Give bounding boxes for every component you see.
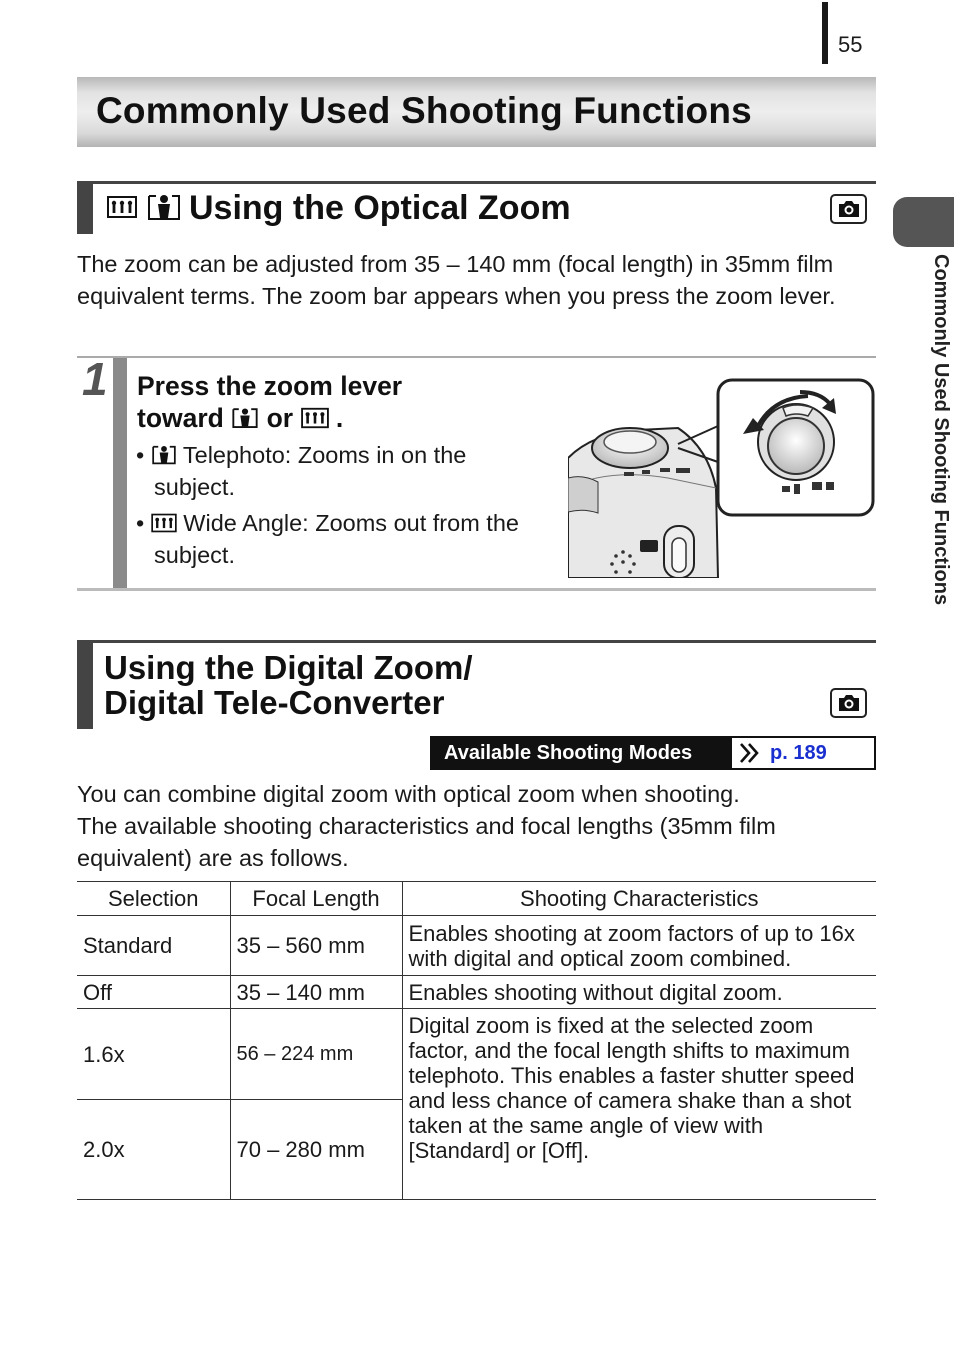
table-cell-selection: 2.0x — [77, 1100, 230, 1200]
digital-intro-line1: You can combine digital zoom with optical zoom when shooting. — [77, 781, 740, 807]
table-header-row — [77, 882, 876, 916]
bullet-dot: • — [136, 510, 145, 536]
available-shooting-modes-box — [430, 736, 876, 770]
table-header-focal-length: Focal Length — [230, 882, 402, 916]
step-box-top-rule — [77, 356, 876, 358]
section-bar — [77, 643, 93, 729]
optical-zoom-heading: Using the Optical Zoom — [189, 189, 571, 227]
table-row — [77, 976, 876, 1009]
digital-zoom-table — [77, 881, 876, 1200]
table-row — [77, 916, 876, 976]
step-title — [137, 370, 557, 434]
table-cell-characteristics: Digital zoom is fixed at the selected zoom factor, and the focal length shifts to maximum telephoto. This enables a faster shutter speed and less chance of camera shake than a shot taken at the same angle of view with [Standard] or [Off]. — [402, 1009, 876, 1200]
available-shooting-modes-label: Available Shooting Modes — [432, 738, 732, 768]
section-bar — [77, 184, 93, 234]
camera-mode-icon — [830, 194, 867, 224]
page-reference-link[interactable]: p. 189 — [770, 742, 827, 764]
page-number: 55 — [838, 32, 863, 57]
table-row — [77, 1009, 876, 1100]
digital-zoom-heading-line1: Using the Digital Zoom/ — [104, 649, 473, 686]
step-box-bottom-rule — [77, 588, 876, 591]
camera-zoom-lever-illustration — [568, 378, 876, 578]
step-title-toward: toward — [137, 403, 224, 433]
digital-zoom-heading — [104, 650, 473, 720]
digital-intro-line2: The available shooting characteristics and focal lengths (35mm film — [77, 813, 776, 839]
bullet-telephoto — [136, 439, 566, 503]
camera-mode-icon — [830, 688, 867, 718]
bullet-dot: • — [136, 442, 145, 468]
telephoto-icon — [146, 190, 182, 224]
bullet-text-cont: subject. — [154, 474, 235, 500]
bullet-text: Telephoto: Zooms in on the — [182, 442, 467, 468]
bullet-wide-angle — [136, 507, 566, 571]
digital-zoom-intro — [77, 778, 877, 874]
digital-zoom-section-header — [77, 640, 876, 729]
telephoto-icon — [151, 442, 183, 468]
step-title-or: or — [266, 403, 294, 433]
step-title-line1: Press the zoom lever — [137, 371, 403, 401]
table-cell-selection: Off — [77, 976, 230, 1009]
table-cell-characteristics: Enables shooting at zoom factors of up to 16x with digital and optical zoom combined. — [402, 916, 876, 976]
table-header-selection: Selection — [77, 882, 230, 916]
step-box-bar — [113, 358, 127, 588]
table-header-characteristics: Shooting Characteristics — [402, 882, 876, 916]
digital-intro-line3: equivalent) are as follows. — [77, 845, 349, 871]
bullet-text-cont: subject. — [154, 542, 235, 568]
table-cell-selection: Standard — [77, 916, 230, 976]
table-cell-focal: 35 – 140 mm — [230, 976, 402, 1009]
table-cell-selection: 1.6x — [77, 1009, 230, 1100]
table-cell-focal: 70 – 280 mm — [230, 1100, 402, 1200]
wide-angle-icon — [107, 194, 137, 222]
table-cell-focal: 56 – 224 mm — [230, 1009, 402, 1100]
chapter-tab — [893, 197, 954, 247]
digital-zoom-heading-line2: Digital Tele-Converter — [104, 684, 445, 721]
optical-zoom-intro: The zoom can be adjusted from 35 – 140 mm (focal length) in 35mm film equivalent terms. The zoom bar appears when you press the zoom lever. — [77, 251, 836, 309]
step-number: 1 — [82, 353, 108, 405]
page-title: Commonly Used Shooting Functions — [96, 90, 752, 131]
double-chevron-right-icon — [738, 742, 762, 769]
optical-zoom-section-header — [77, 181, 876, 234]
bullet-text: Wide Angle: Zooms out from the — [183, 510, 519, 536]
wide-angle-icon — [151, 510, 184, 536]
page-number-rule — [822, 2, 828, 64]
step-title-period: . — [335, 403, 344, 433]
table-cell-characteristics: Enables shooting without digital zoom. — [402, 976, 876, 1009]
table-cell-focal: 35 – 560 mm — [230, 916, 402, 976]
chapter-tab-label: Commonly Used Shooting Functions — [930, 254, 952, 606]
telephoto-icon — [231, 403, 266, 433]
wide-angle-icon — [301, 403, 336, 433]
page-title-band — [77, 77, 876, 147]
